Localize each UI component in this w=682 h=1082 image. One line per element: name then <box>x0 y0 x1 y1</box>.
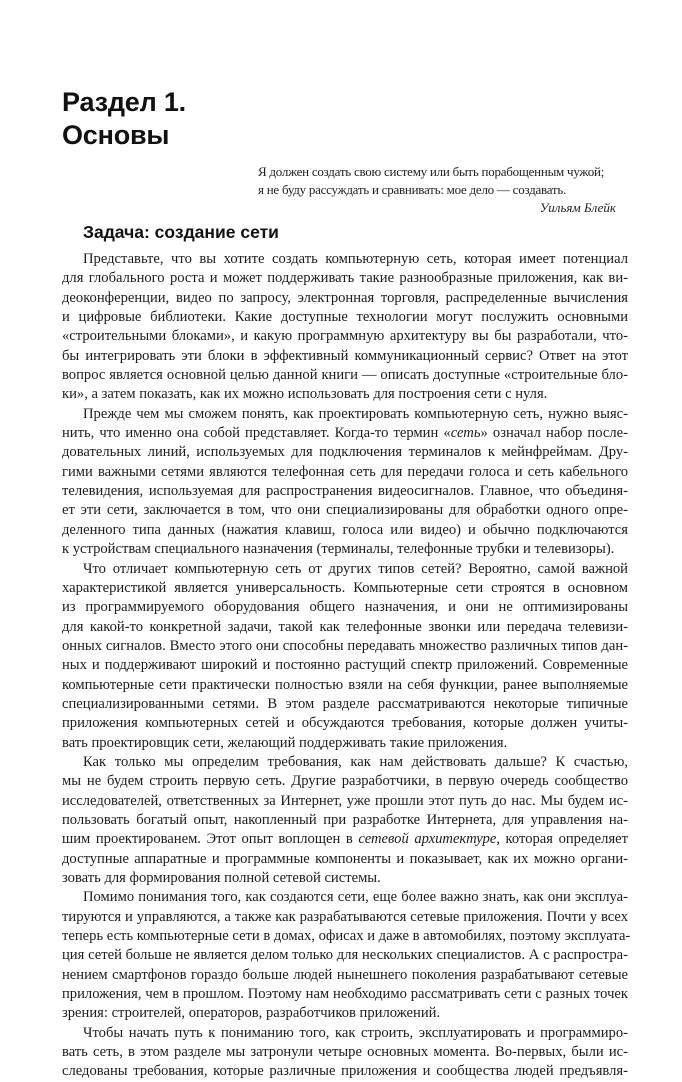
body-line: теперь есть компьютерные сети в домах, офисах и даже в автомобилях, поэтому эксплуата- <box>62 928 631 945</box>
body-line: «строительными блоками», и какую программную архитектуру вы бы разработали, что- <box>62 328 628 345</box>
body-line: Представьте, что вы хотите создать компьютерную сеть, которая имеет потенциал <box>83 251 628 267</box>
body-line: приложения, чем в прошлом. Поэтому нам необходимо рассматривать сети с разных точек <box>62 986 628 1003</box>
body-line: вопрос является основной целью данной книги — описать доступные «строительные бло- <box>62 367 628 384</box>
epigraph-line-2: я не буду рассуждать и сравнивать: мое дело — создавать. <box>258 182 566 197</box>
body-line: зовать для формирования полной сетевой системы. <box>62 870 381 886</box>
body-line: для глобального роста и может поддерживать такие разнообразные приложения, как ви- <box>62 270 628 287</box>
chapter-title-line-2: Основы <box>62 120 170 150</box>
chapter-title <box>62 86 186 152</box>
body-line: деоконференции, видео по запросу, электронная торговля, распределенные вычисления <box>62 289 628 306</box>
emphasis-term: сетевой архитектуре <box>358 831 497 848</box>
body-line: ет эти сети, заключается в том, что они специализированы для обработки одного опре- <box>62 502 628 519</box>
body-line: бы интегрировать эти блоки в эффективный коммуникационный сервис? Ответ на этот <box>62 347 628 364</box>
body-line: следованы требования, которые различные приложения и сообщества людей предъявля- <box>62 1063 628 1080</box>
body-line: телевидения, используемая для распространения видеосигналов. Главное, что объединя- <box>62 483 628 500</box>
body-line: ки», а затем показать, как их можно использовать для построения сети с нуля. <box>62 386 548 403</box>
epigraph-author: Уильям Блейк <box>539 200 616 215</box>
body-line: Помимо понимания того, как создаются сети, еще более важно знать, как они эксплуа- <box>83 889 628 906</box>
body-line: для какой-то конкретной задачи, такой как телефонные звонки или передача телевизи- <box>62 618 628 635</box>
body-line: гими важными сетями являются телефонная сеть для передачи голоса и сеть кабельного <box>62 463 628 480</box>
epigraph-line-1: Я должен создать свою систему или быть порабощенным чужой; <box>258 164 605 179</box>
body-line: нить, что именно она собой представляет. Когда-то термин «сеть» означал набор после- <box>62 425 628 442</box>
body-line: онных сигналов. Вместо этого они способны передавать множество различных типов дан- <box>62 637 628 654</box>
body-text <box>62 250 631 1082</box>
body-line: компьютерные сети практически полностью взяли на себя функции, ранее выполняемые <box>62 676 628 693</box>
body-line: деленного типа данных (нажатия клавиш, голоса или видео) и обычно подключаются <box>62 521 628 538</box>
body-line: приложения компьютерных сетей и обсуждаются требования, которые должен учиты- <box>62 715 628 732</box>
body-line: характеристикой является универсальность. Компьютерные сети строятся в основном <box>62 579 628 596</box>
body-line: ных и поддерживают широкий и постоянно растущий спектр приложений. Современные <box>62 657 628 674</box>
emphasis-term: сеть <box>450 425 481 442</box>
chapter-title-line-1: Раздел 1. <box>62 87 186 117</box>
body-line: мы не будем строить первую сеть. Другие разработчики, в первую очередь сообщество <box>62 773 628 790</box>
body-line: пользовать богатый опыт, накопленный при разработке Интернета, для управления на- <box>62 811 628 828</box>
body-line: зрения: строителей, операторов, разработчиков приложений. <box>62 1005 441 1022</box>
body-line: тируются и управляются, а также как разрабатываются сетевые приложения. Почти у всех <box>62 908 628 925</box>
body-line: вать проектировщик сети, желающий поддерживать такие приложения. <box>62 734 508 751</box>
body-line: вать сеть, в этом разделе мы затронули четыре основных момента. Во-первых, были ис- <box>62 1044 628 1061</box>
body-line: Чтобы начать путь к пониманию того, как строить, эксплуатировать и программиро- <box>83 1024 628 1041</box>
body-line: и цифровые библиотеки. Какие доступные технологии могут послужить основными <box>62 309 628 326</box>
body-line: из программируемого оборудования общего назначения, и они не оптимизированы <box>62 599 628 616</box>
body-line: довательных линий, используемых для подключения терминалов к мейнфреймам. Дру- <box>62 444 628 461</box>
body-line: Как только мы определим требования, как нам действовать дальше? К счастью, <box>83 753 628 770</box>
body-line: шим проектированем. Этот опыт воплощен в сетевой архитектуре, которая определяет <box>62 831 629 848</box>
body-line: доступные аппаратные и программные компоненты и показывает, как их можно органи- <box>62 850 628 867</box>
epigraph <box>258 163 616 217</box>
body-line: к устройствам специального назначения (терминалы, телефонные трубки и телевизоры). <box>62 541 615 558</box>
body-line: Что отличает компьютерную сеть от других типов сетей? Вероятно, самой важной <box>83 560 628 577</box>
body-line: ция сетей больше не является делом только для нескольких специалистов. А с распростра- <box>62 947 628 964</box>
body-line: исследователей, ответственных за Интернет, уже прошли этот путь до нас. Мы будем ис- <box>62 792 628 809</box>
body-line: нением смартфонов гораздо больше людей нынешнего поколения разрабатывают сетевые <box>62 966 628 983</box>
section-heading: Задача: создание сети <box>83 222 279 242</box>
body-line: Прежде чем мы сможем понять, как проектировать компьютерную сеть, нужно выяс- <box>83 405 628 422</box>
body-line: специализированными сетями. В этом разделе рассматриваются некоторые типичные <box>62 695 628 712</box>
